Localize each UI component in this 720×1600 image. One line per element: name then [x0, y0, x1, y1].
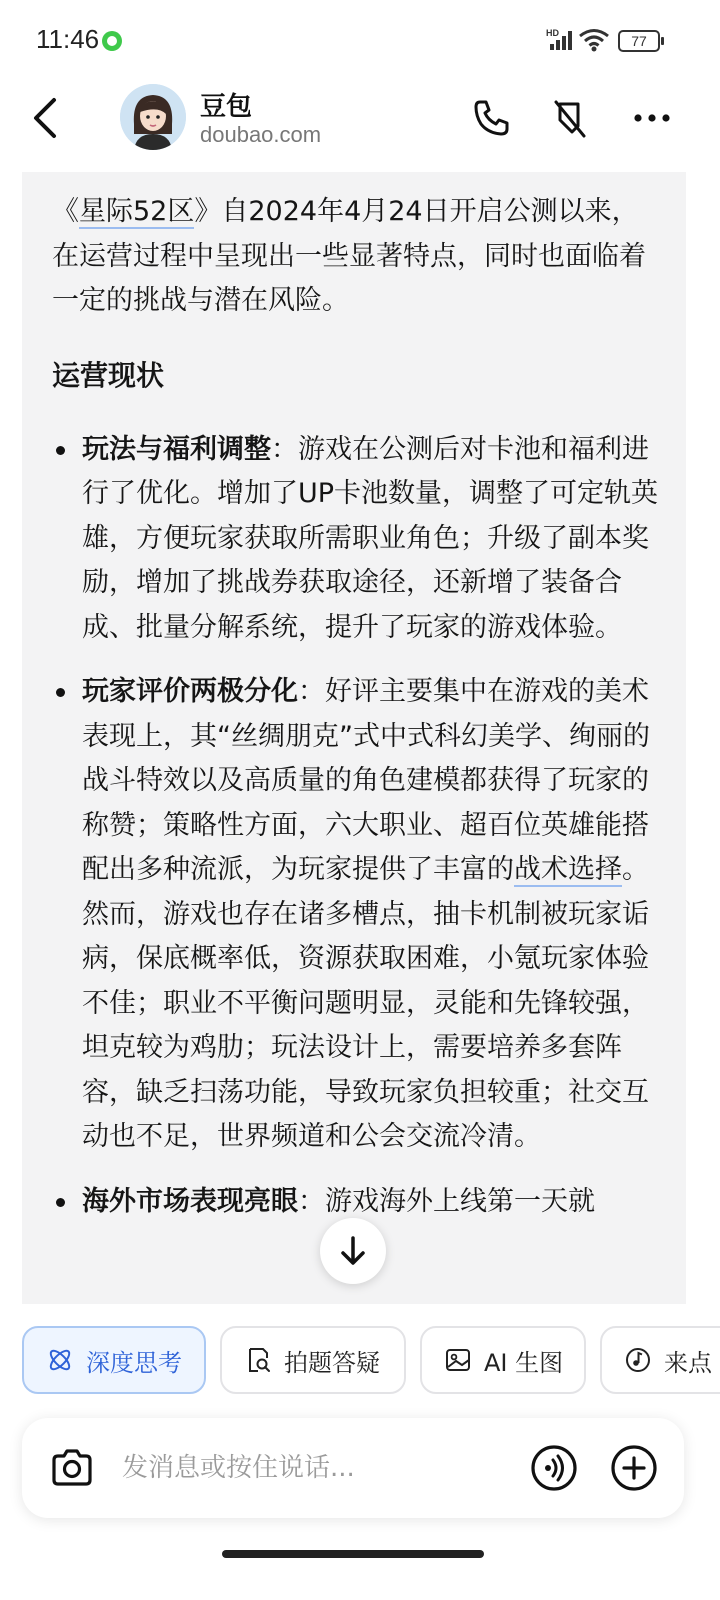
chip-deep-thinking[interactable]	[22, 1326, 206, 1394]
tactics-link[interactable]: 战术选择	[514, 854, 622, 885]
chip-label: 拍题答疑	[284, 1348, 380, 1377]
bullet-title: 玩法与福利调整	[82, 433, 271, 465]
chip-music[interactable]	[600, 1326, 720, 1394]
chip-photo-question[interactable]	[220, 1326, 406, 1394]
chip-label: AI 生图	[484, 1348, 564, 1377]
list-item	[52, 428, 662, 651]
list-item	[52, 670, 662, 1160]
assistant-message	[22, 172, 686, 1304]
atom-icon	[46, 1346, 74, 1374]
music-note-icon	[624, 1346, 652, 1374]
home-indicator[interactable]	[222, 1550, 484, 1558]
intro-paragraph	[52, 190, 662, 324]
chip-ai-image[interactable]	[420, 1326, 586, 1394]
bullet-text: ：游戏在公测后对卡池和福利进行了优化。增加了UP卡池数量，调整了可定轨英雄，方便玩家获取所需职业角色；升级了副本奖励，增加了挑战券获取途径，还新增了装备合成、批量分解系统，提升了玩家的游戏体验。	[82, 433, 659, 643]
phone-call-icon[interactable]	[470, 96, 514, 140]
bullet-text: ：好评主要集中在游戏的美术表现上，其“丝绸朋克”式中式科幻美学、绚丽的战斗特效以及高质量的角色建模都获得了玩家的称赞；策略性方面，六大职业、超百位英雄能搭配出多种流派，为玩家提供了丰富的	[82, 676, 650, 885]
message-content	[52, 190, 662, 1244]
title-open-mark: 《	[52, 196, 79, 227]
image-icon	[444, 1346, 472, 1374]
intro-text: 》自2024年4月24日开启公测以来，在运营过程中呈现出一些显著特点，同时也面临着一定的挑战与潜在风险。	[52, 196, 646, 316]
bot-avatar[interactable]	[120, 84, 186, 150]
bot-domain: doubao.com	[200, 122, 322, 147]
bullet-title: 海外市场表现亮眼	[82, 1185, 298, 1217]
speaker-mute-icon[interactable]	[548, 96, 592, 140]
voice-call-icon[interactable]	[530, 1444, 578, 1492]
chip-label: 深度思考	[86, 1348, 182, 1377]
arrow-down-icon	[320, 1218, 386, 1284]
bullet-text: 。然而，游戏也存在诸多槽点，抽卡机制被玩家诟病，保底概率低，资源获取困难，小氪玩家体验不佳；职业不平衡问题明显，灵能和先锋较强，坦克较为鸡肋；玩法设计上，需要培养多套阵容，缺乏扫荡功能，导致玩家负担较重；社交互动也不足，世界频道和公会交流冷清。	[82, 854, 649, 1152]
avatar-image	[120, 84, 186, 150]
bullet-title: 玩家评价两极分化	[82, 676, 298, 707]
back-arrow-icon[interactable]	[26, 94, 66, 142]
camera-icon[interactable]	[48, 1444, 96, 1492]
battery-level: 77	[631, 33, 647, 49]
photo-search-icon	[244, 1346, 272, 1374]
more-options-icon[interactable]	[630, 96, 674, 140]
status-bar	[0, 0, 720, 80]
message-input[interactable]	[122, 1448, 422, 1488]
add-icon[interactable]	[610, 1444, 658, 1492]
status-time: 11:46	[36, 24, 100, 54]
bot-name: 豆包	[200, 92, 253, 122]
wifi-icon	[578, 28, 610, 52]
chat-header	[0, 80, 720, 164]
message-input-bar	[22, 1418, 684, 1518]
game-title-link[interactable]: 星际52区	[79, 196, 195, 227]
cellular-signal-icon	[546, 28, 576, 52]
status-indicator-dot	[102, 31, 122, 51]
scroll-to-bottom-button[interactable]	[320, 1218, 386, 1284]
network-type-label: HD	[546, 28, 559, 38]
battery-icon	[618, 30, 660, 52]
bullet-list	[52, 428, 662, 1225]
bullet-text: ：游戏海外上线第一天就	[298, 1185, 595, 1217]
section-heading: 运营现状	[52, 358, 165, 392]
quick-action-chips	[22, 1326, 720, 1396]
chip-label: 来点	[664, 1348, 712, 1377]
